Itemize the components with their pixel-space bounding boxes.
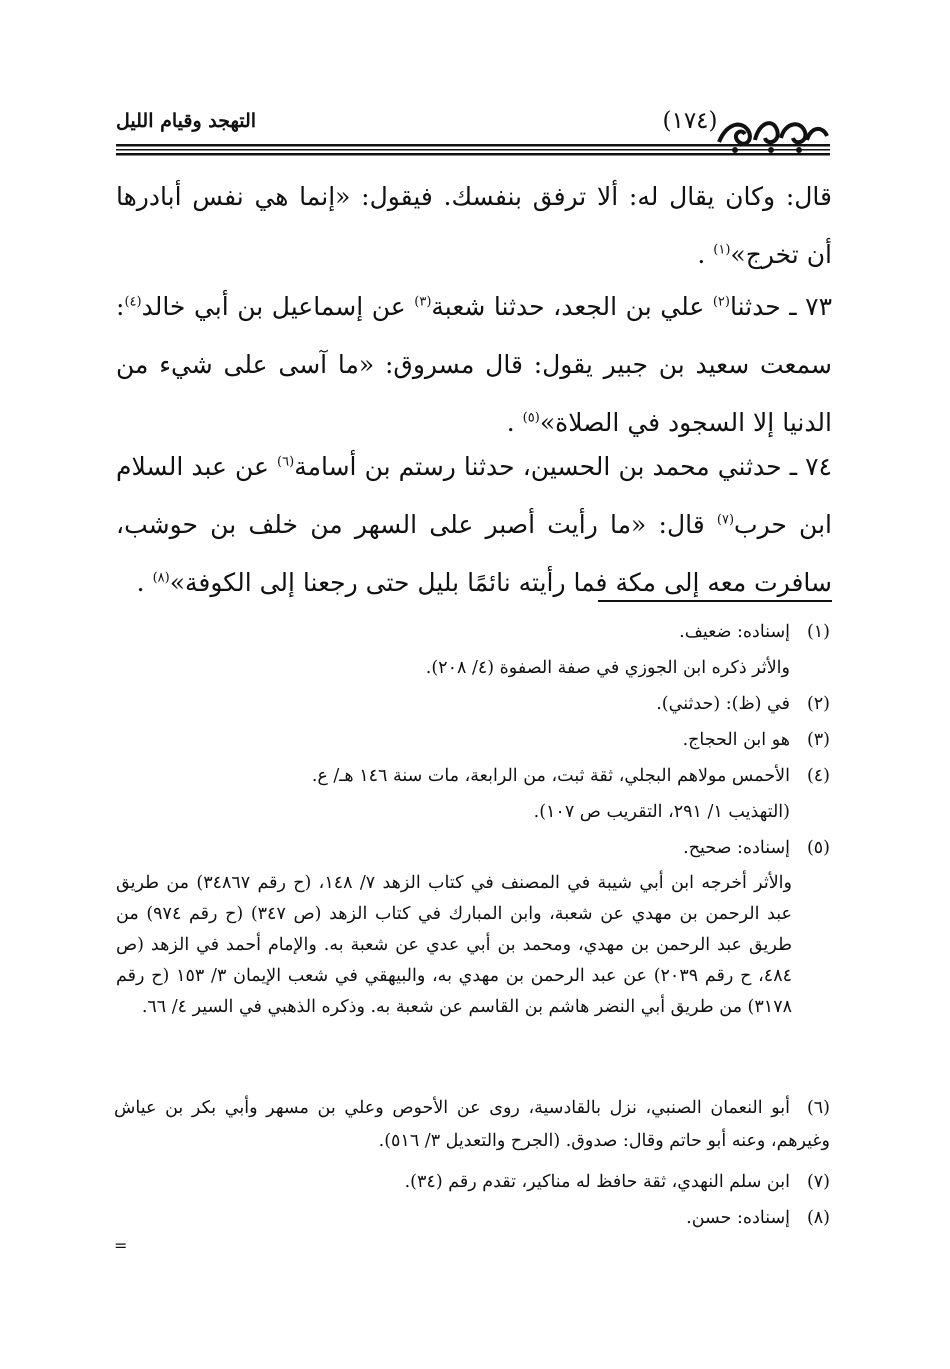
footnote-2 — [130, 688, 830, 721]
footnote-3 — [130, 724, 830, 757]
footnote-ref-3: (٣) — [414, 294, 432, 310]
footnote-text-6: أبو النعمان الصنبي، نزل بالقادسية، روى عن الأحوص وعلي بن مسهر وأبي بكر بن عياش وغيرهم، وعنه أبو حاتم وقال: صدوق. (الجرح والتعديل ٣/ ٥١٦). — [114, 1098, 830, 1151]
paragraph-73 — [116, 278, 832, 452]
footnote-text-1: إسناده: ضعيف. — [679, 622, 790, 642]
paragraph-73-part-c: عن إسماعيل بن أبي خالد — [141, 292, 415, 321]
paragraph-74-part-b: عن عبد السلام ابن حرب — [116, 452, 832, 539]
page-number: (١٧٤) — [662, 108, 718, 134]
footnote-ref-1: (١) — [713, 242, 731, 258]
footnote-number-8: (٨) — [806, 1208, 830, 1228]
footnote-ref-4: (٤) — [124, 294, 142, 310]
footnote-7 — [130, 1166, 830, 1199]
footnote-text-3: هو ابن الحجاج. — [682, 730, 790, 750]
footnote-8 — [130, 1202, 830, 1235]
footnote-number-6: (٦) — [806, 1098, 830, 1118]
margin-mark: = — [114, 1236, 128, 1255]
paragraph-74-end: . — [136, 568, 153, 597]
running-header-title: التهجد وقيام الليل — [116, 110, 257, 132]
paragraph-74 — [116, 438, 832, 612]
footnote-ref-6: (٦) — [277, 454, 295, 470]
footnote-text-4: الأحمس مولاهم البجلي، ثقة ثبت، من الرابعة، مات سنة ١٤٦ هـ/ ع. — [311, 766, 790, 786]
footnote-1-continuation: والأثر ذكره ابن الجوزي في صفة الصفوة (٤/ ٢٠٨). — [425, 658, 790, 678]
footnote-5 — [130, 832, 830, 865]
footnote-4-continuation: (التهذيب ١/ ٢٩١، التقريب ص ١٠٧). — [533, 802, 790, 822]
footnote-text-7: ابن سلم النهدي، ثقة حافظ له مناكير، تقدم رقم (٣٤). — [404, 1172, 790, 1192]
footnote-number-1: (١) — [806, 622, 830, 642]
footnote-text-8: إسناده: حسن. — [686, 1208, 790, 1228]
paragraph-74-part-a: ٧٤ ـ حدثني محمد بن الحسين، حدثنا رستم بن أسامة — [294, 452, 832, 481]
footnote-number-7: (٧) — [806, 1172, 830, 1192]
paragraph-73-part-b: علي بن الجعد، حدثنا شعبة — [431, 292, 713, 321]
footnote-text-2: في (ظ): (حدثني). — [656, 694, 790, 714]
paragraph-73-end: . — [506, 408, 523, 437]
paragraph-73-part-a: ٧٣ ـ حدثنا — [729, 292, 832, 321]
footnote-ref-5: (٥) — [522, 410, 540, 426]
footnote-ref-7: (٧) — [716, 512, 735, 528]
footnote-number-5: (٥) — [806, 838, 830, 858]
paragraph-1 — [116, 168, 832, 284]
footnote-5-continuation: والأثر أخرجه ابن أبي شيبة في المصنف في كتاب الزهد ٧/ ١٤٨، (ح رقم ٣٤٨٦٧) من طريق عبد الرحمن بن مهدي عن شعبة، وابن المبارك في كتاب الزهد (ص ٣٤٧) (ح رقم ٩٧٤) من طريق عبد الرحمن بن مهدي، ومحمد بن أبي عدي عن شعبة به. والإمام أحمد في الزهد (ص ٤٨٤، ح رقم ٢٠٣٩) عن عبد الرحمن بن مهدي به، والبيهقي في شعب الإيمان ٣/ ١٥٣ (ح رقم ٣١٧٨) من طريق أبي النضر هاشم بن القاسم عن شعبة به. وذكره الذهبي في السير ٤/ ٦٦. — [116, 873, 792, 1017]
paragraph-1-end: . — [697, 240, 714, 269]
footnote-1 — [130, 616, 830, 649]
footnote-number-2: (٢) — [806, 694, 830, 714]
footnote-ref-8: (٨) — [152, 570, 170, 586]
footnote-text-5: إسناده: صحيح. — [683, 838, 790, 858]
paragraph-73-part-d: : سمعت سعيد بن جبير يقول: قال مسروق: «ما آسى على شيء من الدنيا إلا السجود في الصلاة» — [116, 292, 832, 437]
header-rule — [116, 143, 830, 157]
footnote-number-3: (٣) — [806, 730, 830, 750]
paragraph-1-text: قال: وكان يقال له: ألا ترفق بنفسك. فيقول: «إنما هي نفس أبادرها أن تخرج» — [116, 182, 832, 269]
footnote-number-4: (٤) — [806, 766, 830, 786]
footnote-ref-2: (٢) — [712, 294, 730, 310]
paragraph-74-part-c: قال: «ما رأيت أصبر على السهر من خلف بن حوشب، سافرت معه إلى مكة فما رأيته نائمًا بليل حتى رجعنا إلى الكوفة» — [116, 510, 832, 597]
footnote-4 — [130, 760, 830, 793]
footnote-6 — [114, 1092, 830, 1158]
footnote-separator — [598, 600, 832, 602]
